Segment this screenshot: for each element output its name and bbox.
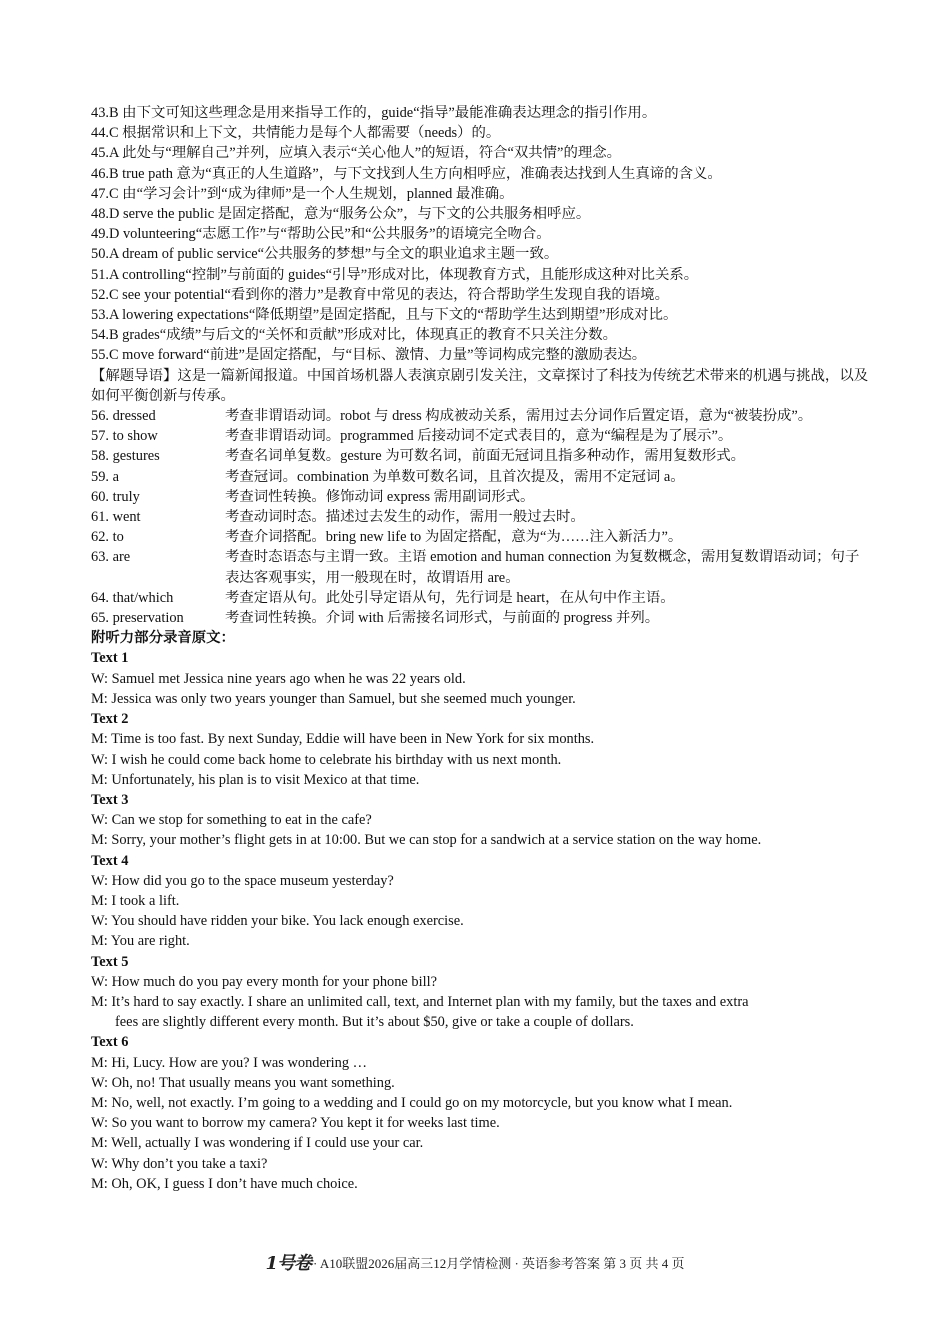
answer-53: 53.A lowering expectations“降低期望”是固定搭配，且与下文的“帮助学生达到期望”形成对比。: [91, 307, 678, 324]
dialogue-line: M: Well, actually I was wondering if I could use your car.: [91, 1135, 424, 1152]
answer-key: 60. truly: [91, 488, 140, 505]
footer-text: · A10联盟2026届高三12月学情检测 · 英语参考答案 第 3 页 共 4 页: [312, 1255, 685, 1271]
answer-51: 51.A controlling“控制”与前面的 guides“引导”形成对比，体现教育方式，且能形成这种对比关系。: [91, 266, 699, 283]
transcript-text-4: [91, 851, 871, 952]
answer-45: 45.A 此处与“理解自己”并列，应填入表示“关心他人”的短语，符合“双共情”的理念。: [91, 145, 622, 162]
answer-60: [91, 487, 871, 507]
answer-48: 48.D serve the public 是固定搭配，意为“服务公众”，与下文的公共服务相呼应。: [91, 206, 591, 223]
answer-56: [91, 406, 871, 426]
text-title: Text 4: [91, 852, 129, 869]
dialogue-line: W: How much do you pay every month for your phone bill?: [91, 973, 437, 990]
answer-key: 65. preservation: [91, 610, 184, 627]
dialogue-line: M: Unfortunately, his plan is to visit Mexico at that time.: [91, 771, 420, 788]
text-title: Text 3: [91, 791, 129, 808]
dialogue-line: W: I wish he could come back home to celebrate his birthday with us next month.: [91, 751, 562, 768]
passage-guide: 【解题导语】这是一篇新闻报道。中国首场机器人表演京剧引发关注，文章探讨了科技为传统艺术带来的机遇与挑战，以及如何平衡创新与传承。: [91, 367, 869, 404]
dialogue-line: M: Jessica was only two years younger than Samuel, but she seemed much younger.: [91, 690, 576, 707]
transcript-text-3: [91, 790, 871, 851]
answer-46: 46.B true path 意为“真正的人生道路”，与下文找到人生方向相呼应，准确表达找到人生真谛的含义。: [91, 165, 722, 182]
dialogue-line: M: Sorry, your mother’s flight gets in at 10:00. But we can stop for a sandwich at a service station on the way home.: [91, 832, 762, 849]
answer-list-cloze: [91, 103, 871, 366]
dialogue-line: M: No, well, not exactly. I’m going to a wedding and I could go on my motorcycle, but you know what I mean.: [91, 1094, 733, 1111]
answer-explanation: 考查名词单复数。gesture 为可数名词，前面无冠词且指多种动作，需用复数形式。: [225, 448, 746, 465]
answer-explanation: 考查非谓语动词。programmed 后接动词不定式表目的，意为“编程是为了展示”。: [225, 428, 733, 445]
answer-52: 52.C see your potential“看到你的潜力”是教育中常见的表达，符合帮助学生发现自我的语境。: [91, 286, 669, 303]
text-title: Text 1: [91, 650, 129, 667]
transcript-text-6: [91, 1032, 871, 1194]
answer-explanation: 考查词性转换。介词 with 后需接名词形式，与前面的 progress 并列。: [225, 610, 660, 627]
answer-key: 59. a: [91, 468, 119, 485]
answer-list-grammar: [91, 406, 871, 628]
transcript-heading: 附听力部分录音原文：: [91, 630, 235, 647]
transcript-text-5: [91, 952, 871, 1033]
answer-key: 63. are: [91, 549, 131, 566]
answer-key: 62. to: [91, 529, 124, 546]
answer-55: 55.C move forward“前进”是固定搭配，与“目标、激情、力量”等词构成完整的激励表达。: [91, 347, 647, 364]
answer-key: 64. that/which: [91, 589, 174, 606]
dialogue-line: W: Why don’t you take a taxi?: [91, 1155, 268, 1172]
answer-47: 47.C 由“学习会计”到“成为律师”是一个人生规划，planned 最准确。: [91, 185, 514, 202]
answer-49: 49.D volunteering“志愿工作”与“帮助公民”和“公共服务”的语境完全吻合。: [91, 226, 551, 243]
answer-50: 50.A dream of public service“公共服务的梦想”与全文的职业追求主题一致。: [91, 246, 559, 263]
answer-65: [91, 608, 871, 628]
text-title: Text 6: [91, 1034, 129, 1051]
dialogue-line: W: How did you go to the space museum yesterday?: [91, 872, 394, 889]
dialogue-line: W: Samuel met Jessica nine years ago when he was 22 years old.: [91, 670, 466, 687]
transcript-text-2: [91, 709, 871, 790]
page-footer: [0, 1249, 950, 1275]
dialogue-line: M: It’s hard to say exactly. I share an unlimited call, text, and Internet plan with my family, but the taxes and extra: [91, 993, 749, 1010]
dialogue-line-continuation: fees are slightly different every month. But it’s about $50, give or take a couple of dollars.: [115, 1014, 634, 1031]
answer-54: 54.B grades“成绩”与后文的“关怀和贡献”形成对比，体现真正的教育不只关注分数。: [91, 327, 618, 344]
answer-key: 57. to show: [91, 428, 158, 445]
answer-explanation: 考查介词搭配。bring new life to 为固定搭配，意为“为……注入新活力”。: [225, 529, 683, 546]
answer-explanation: 考查动词时态。描述过去发生的动作，需用一般过去时。: [225, 509, 585, 526]
dialogue-line: W: Can we stop for something to eat in the cafe?: [91, 812, 372, 829]
answer-59: [91, 467, 871, 487]
dialogue-line: W: You should have ridden your bike. You lack enough exercise.: [91, 913, 464, 930]
answer-key: 58. gestures: [91, 448, 160, 465]
answer-64: [91, 588, 871, 608]
answer-44: 44.C 根据常识和上下文，共情能力是每个人都需要（needs）的。: [91, 125, 501, 142]
answer-63: [91, 547, 871, 587]
text-title: Text 5: [91, 953, 129, 970]
answer-explanation: 考查定语从句。此处引导定语从句，先行词是 heart，在从句中作主语。: [225, 589, 675, 606]
brand-logo: 1号卷: [265, 1253, 311, 1274]
answer-57: [91, 426, 871, 446]
dialogue-line: M: You are right.: [91, 933, 190, 950]
answer-58: [91, 446, 871, 466]
answer-61: [91, 507, 871, 527]
dialogue-line: M: I took a lift.: [91, 892, 180, 909]
answer-explanation: 考查时态语态与主谓一致。主语 emotion and human connection 为复数概念，需用复数谓语动词；句子表达客观事实，用一般现在时，故谓语用 are。: [225, 549, 860, 586]
answer-page: [91, 103, 871, 1194]
answer-explanation: 考查非谓语动词。robot 与 dress 构成被动关系，需用过去分词作后置定语，意为“被装扮成”。: [225, 408, 813, 425]
text-title: Text 2: [91, 711, 129, 728]
dialogue-line: M: Time is too fast. By next Sunday, Eddie will have been in New York for six months.: [91, 731, 595, 748]
answer-key: 61. went: [91, 509, 141, 526]
answer-62: [91, 527, 871, 547]
dialogue-line: W: So you want to borrow my camera? You kept it for weeks last time.: [91, 1115, 500, 1132]
answer-43: 43.B 由下文可知这些理念是用来指导工作的，guide“指导”最能准确表达理念的指引作用。: [91, 105, 657, 121]
answer-explanation: 考查冠词。combination 为单数可数名词，且首次提及，需用不定冠词 a。: [225, 468, 685, 485]
transcript-text-1: [91, 648, 871, 709]
answer-explanation: 考查词性转换。修饰动词 express 需用副词形式。: [225, 488, 535, 505]
answer-key: 56. dressed: [91, 408, 156, 425]
dialogue-line: M: Oh, OK, I guess I don’t have much choice.: [91, 1175, 358, 1192]
dialogue-line: M: Hi, Lucy. How are you? I was wondering …: [91, 1054, 368, 1071]
dialogue-line: W: Oh, no! That usually means you want something.: [91, 1074, 395, 1091]
